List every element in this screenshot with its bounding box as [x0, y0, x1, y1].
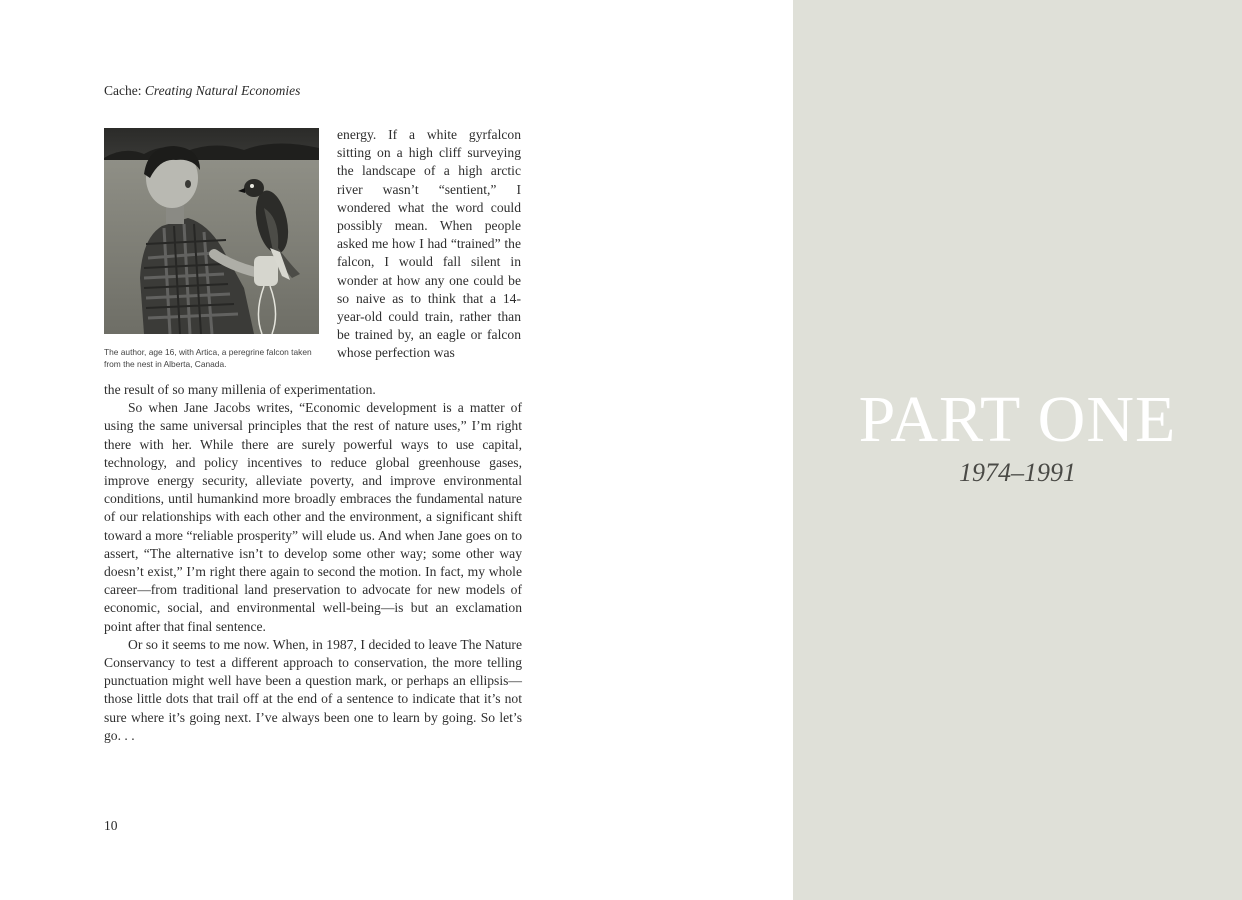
- part-title: PART ONE: [858, 383, 1177, 456]
- right-page: [793, 0, 1242, 900]
- paragraph-2: So when Jane Jacobs writes, “Economic development is a matter of using the same universal principles that the rest of nature uses,” I’m right there with her. While there are surely powerful ways to use capital, technology, and policy incentives to reduce global greenhouse gases, improve energy security, alleviate poverty, and improve environmental conditions, until humankind more broadly embraces the fundamental nature of our relationships with each other and the environment, a significant shift toward a more “reliable prosperity” will elude us. And when Jane goes on to assert, “The alternative isn’t to develop some other way; some other way doesn’t exist,” I’m right there again to second the motion. In fact, my whole career—from traditional land preservation to advocate for new models of economic, social, and environmental well-being—is but an exclamation point after that final sentence.: [104, 400, 522, 634]
- wrap-text: energy. If a white gyrfalcon sitting on a high cliff surveying the landscape of a high arctic river wasn’t “sentient,” I wondered what the word could possibly mean. When people asked me how I had “trained” the falcon, I would fall silent in wonder at how any one could be so naive as to think that a 14-year-old could train, rather than be trained by, an eagle or falcon whose perfection was: [337, 127, 521, 361]
- running-head-prefix: Cache:: [104, 83, 145, 98]
- body-text: [104, 381, 522, 745]
- paragraph-3: Or so it seems to me now. When, in 1987, I decided to leave The Nature Conservancy to test a different approach to conservation, the more telling punctuation might well have been a question mark, or perhaps an ellipsis—those little dots that trail off at the end of a sentence to indicate that it’s not sure where it’s going next. I’ve always been one to learn by going. So let’s go. . .: [104, 636, 522, 743]
- continuation-line: the result of so many millenia of experimentation.: [104, 382, 376, 397]
- page-number: 10: [104, 818, 118, 833]
- author-with-falcon-photo: [104, 128, 319, 334]
- part-years: 1974–1991: [959, 458, 1076, 487]
- running-head-title: Creating Natural Economies: [144, 83, 301, 98]
- running-head: [104, 83, 300, 99]
- wrap-text-column: [337, 126, 521, 363]
- photo-caption: The author, age 16, with Artica, a peregrine falcon taken from the nest in Alberta, Canada.: [104, 347, 312, 369]
